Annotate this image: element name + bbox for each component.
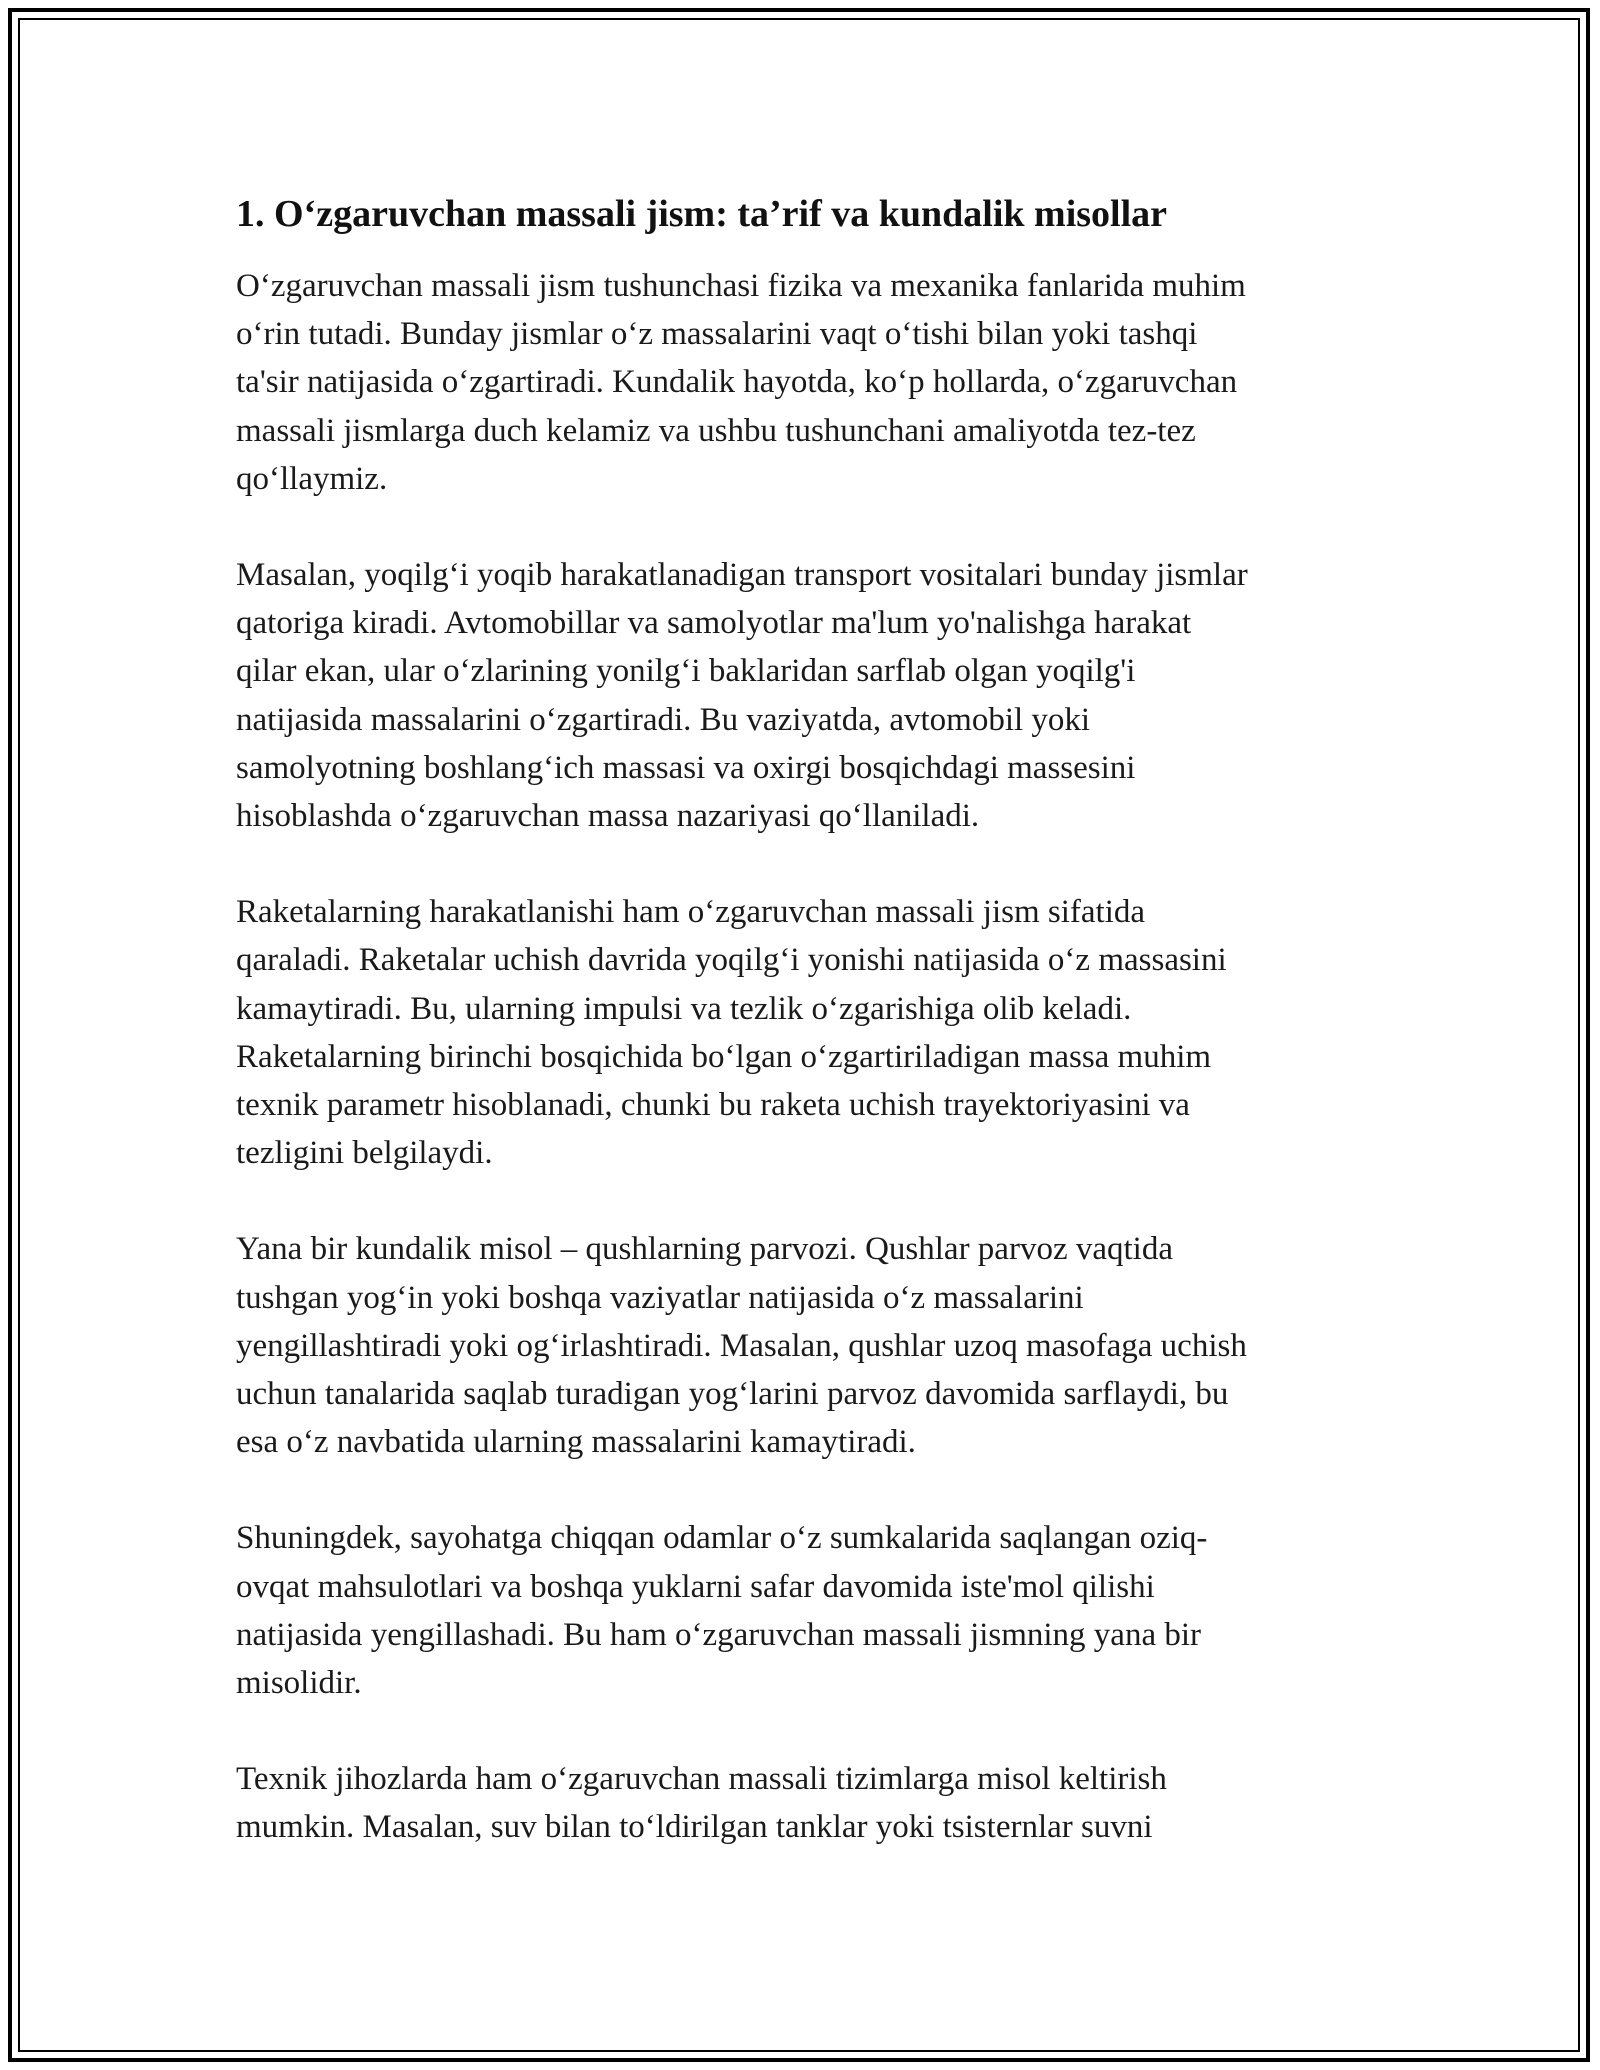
paragraph-rockets (236, 888, 1376, 1177)
text-line: qilar ekan, ular o‘zlarining yonilg‘i baklaridan sarflab olgan yoqilg'i (236, 653, 1136, 690)
text-line: misolidir. (236, 1665, 362, 1702)
text-line: Raketalarning birinchi bosqichida bo‘lgan o‘zgartiriladigan massa muhim (236, 1038, 1212, 1075)
text-line: qo‘llaymiz. (236, 460, 388, 497)
text-line: natijasida yengillashadi. Bu ham o‘zgaruvchan massali jismning yana bir (236, 1616, 1202, 1653)
text-line: yengillashtiradi yoki og‘irlashtiradi. Masalan, qushlar uzoq masofaga uchish (236, 1327, 1247, 1364)
text-line: ovqat mahsulotlari va boshqa yuklarni safar davomida iste'mol qilishi (236, 1568, 1155, 1605)
text-line: o‘rin tutadi. Bunday jismlar o‘z massalarini vaqt o‘tishi bilan yoki tashqi (236, 316, 1198, 353)
document-body (236, 186, 1376, 1900)
text-line: tezligini belgilaydi. (236, 1135, 493, 1172)
text-line: natijasida massalarini o‘zgartiradi. Bu vaziyatda, avtomobil yoki (236, 701, 1091, 738)
paragraph-birds (236, 1225, 1376, 1466)
text-line: kamaytiradi. Bu, ularning impulsi va tezlik o‘zgarishiga olib keladi. (236, 990, 1132, 1027)
text-line: esa o‘z navbatida ularning massalarini kamaytiradi. (236, 1424, 916, 1461)
text-line: qatoriga kiradi. Avtomobillar va samolyotlar ma'lum yo'nalishga harakat (236, 605, 1192, 642)
text-line: Texnik jihozlarda ham o‘zgaruvchan massali tizimlarga misol keltirish (236, 1761, 1167, 1798)
paragraph-technical (236, 1755, 1376, 1851)
text-line: texnik parametr hisoblanadi, chunki bu raketa uchish trayektoriyasini va (236, 1087, 1190, 1124)
text-line: samolyotning boshlang‘ich massasi va oxirgi bosqichdagi massesini (236, 749, 1136, 786)
section-heading: 1. O‘zgaruvchan massali jism: ta’rif va kundalik misollar (236, 193, 1168, 235)
paragraph-definition (236, 262, 1376, 503)
text-line: Yana bir kundalik misol – qushlarning parvozi. Qushlar parvoz vaqtida (236, 1231, 1173, 1268)
text-line: O‘zgaruvchan massali jism tushunchasi fizika va mexanika fanlarida muhim (236, 268, 1246, 304)
text-line: hisoblashda o‘zgaruvchan massa nazariyasi qo‘llaniladi. (236, 798, 980, 835)
text-line: mumkin. Masalan, suv bilan to‘ldirilgan tanklar yoki tsisternlar suvni (236, 1809, 1153, 1846)
paragraph-transport (236, 551, 1376, 840)
text-line: Raketalarning harakatlanishi ham o‘zgaruvchan massali jism sifatida (236, 894, 1146, 931)
text-line: tushgan yog‘in yoki boshqa vaziyatlar natijasida o‘z massalarini (236, 1279, 1084, 1316)
text-line: massali jismlarga duch kelamiz va ushbu tushunchani amaliyotda tez-tez (236, 412, 1196, 449)
text-line: uchun tanalarida saqlab turadigan yog‘larini parvoz davomida sarflaydi, bu (236, 1376, 1229, 1413)
text-line: qaraladi. Raketalar uchish davrida yoqilg‘i yonishi natijasida o‘z massasini (236, 942, 1227, 979)
text-line: Masalan, yoqilg‘i yoqib harakatlanadigan transport vositalari bunday jismlar (236, 557, 1248, 594)
paragraph-travelers (236, 1514, 1376, 1707)
text-line: ta'sir natijasida o‘zgartiradi. Kundalik hayotda, ko‘p hollarda, o‘zgaruvchan (236, 364, 1238, 401)
text-line: Shuningdek, sayohatga chiqqan odamlar o‘z sumkalarida saqlangan oziq- (236, 1520, 1208, 1557)
